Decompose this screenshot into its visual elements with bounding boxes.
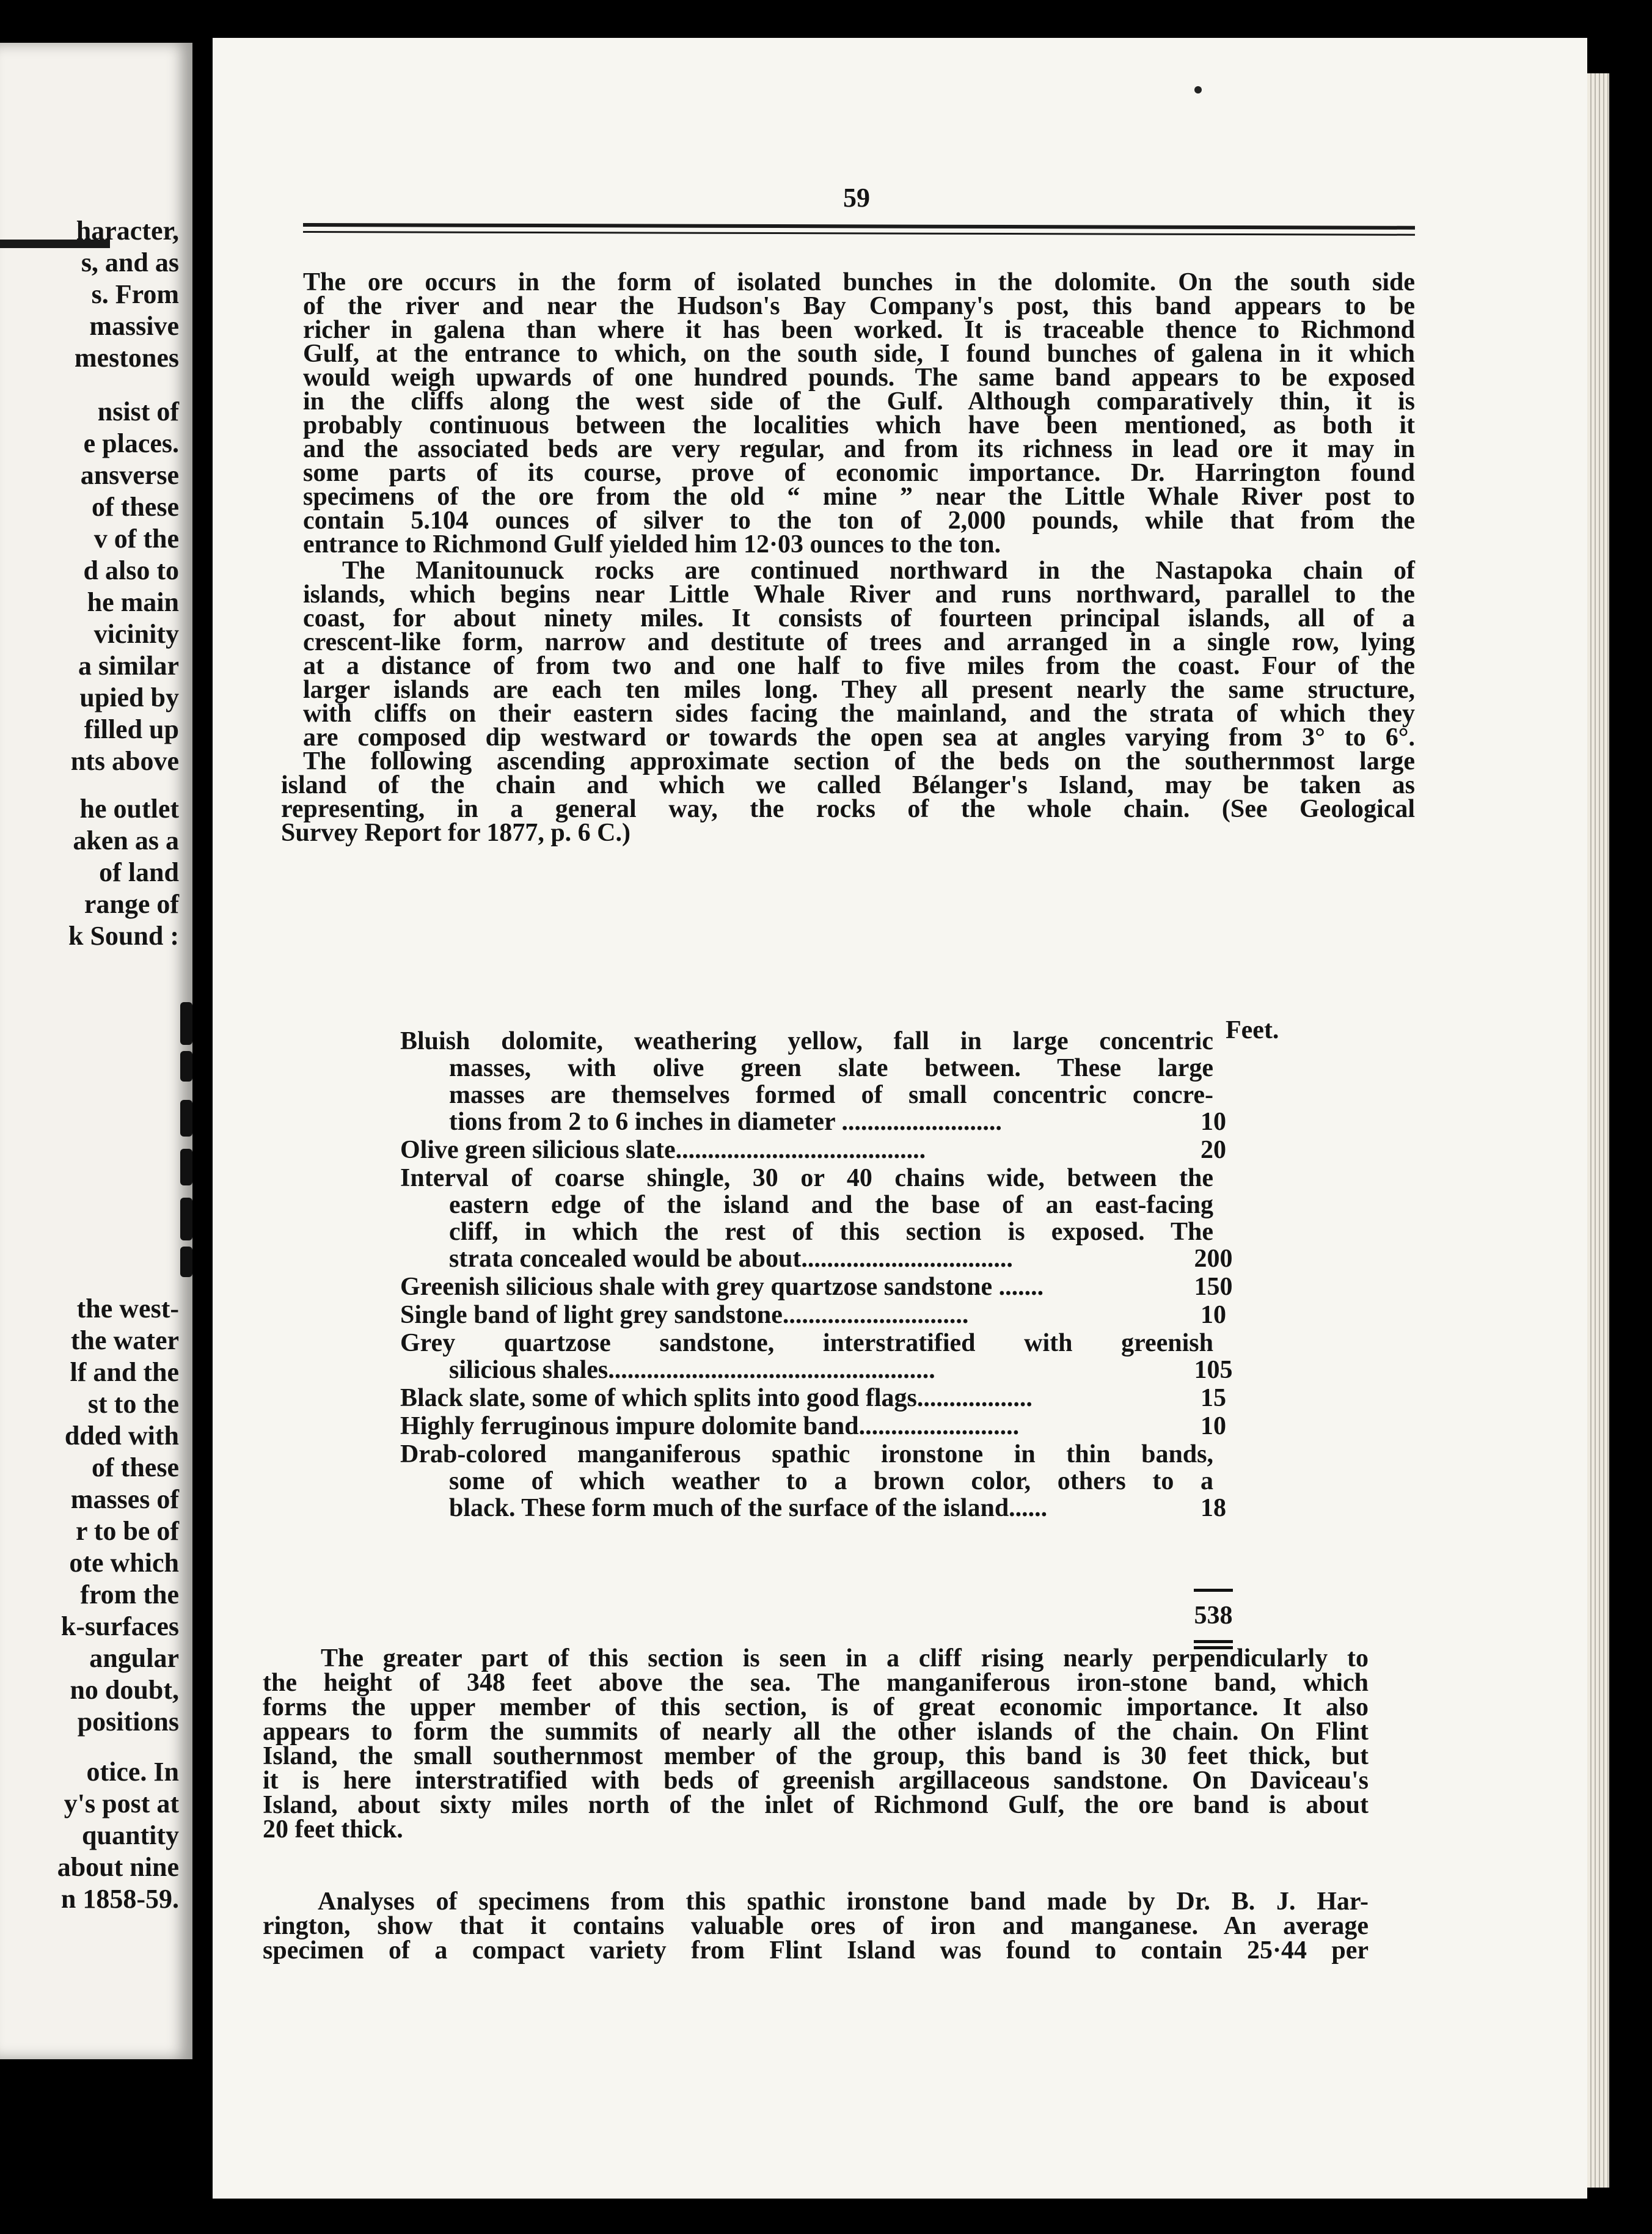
p3-line: The greater part of this section is seen in a cliff rising nearly perpendicularly to [321, 1644, 1369, 1672]
p2-line: The Manitounuck rocks are continued northward in the Nastapoka chain of [342, 557, 1415, 585]
page-number: 59 [843, 183, 870, 213]
left-page-line: about nine [57, 1852, 179, 1882]
section-row-feet: 10 [1201, 1412, 1226, 1440]
left-page-line: v of the [93, 524, 179, 554]
left-page-line: quantity [82, 1820, 179, 1850]
left-page-line: massive [89, 311, 179, 341]
p1-line: specimens of the ore from the old “ mine ” near the Little Whale River post to [303, 483, 1415, 511]
p1-line: The ore occurs in the form of isolated bunches in the dolomite. On the south side [303, 268, 1415, 296]
left-page-line: nsist of [97, 397, 179, 427]
left-page-line: of land [99, 857, 179, 887]
left-page-line: ote which [69, 1548, 179, 1578]
p3-line: appears to form the summits of nearly all the other islands of the chain. On Flint [263, 1718, 1369, 1746]
p1-line: and the associated beds are very regular, and from its richness in lead ore it may in [303, 435, 1415, 463]
section-row-text: eastern edge of the island and the base of an east-facing [449, 1191, 1213, 1219]
left-page-line: a similar [78, 651, 179, 681]
p2-line: Survey Report for 1877, p. 6 C.) [281, 819, 631, 847]
p2-line: at a distance of from two and one half to five miles from the coast. Four of the [303, 652, 1415, 680]
section-row-text: masses, with olive green slate between. These large [449, 1054, 1213, 1082]
section-row-text: silicious shales................................................... [449, 1356, 935, 1384]
left-page-line: mestones [74, 343, 179, 373]
p4-line: Analyses of specimens from this spathic ironstone band made by Dr. B. J. Har- [318, 1888, 1369, 1916]
section-row-feet: 200 [1194, 1245, 1233, 1273]
p3-line: it is here interstratified with beds of greenish argillaceous sandstone. On Daviceau's [263, 1767, 1369, 1795]
p2-line: crescent-like form, narrow and destitute of trees and arranged in a single row, lying [303, 628, 1415, 656]
left-page-line: otice. In [86, 1757, 179, 1787]
left-page-line: r to be of [75, 1516, 179, 1546]
p2-line: with cliffs on their eastern sides facing the mainland, and the strata of which they [303, 700, 1415, 728]
section-row-text: Highly ferruginous impure dolomite band......................... [400, 1412, 1020, 1440]
section-row-feet: 105 [1194, 1356, 1233, 1384]
p3-line: 20 feet thick. [263, 1815, 403, 1844]
p3-line: forms the upper member of this section, is of great economic importance. It also [263, 1693, 1369, 1721]
left-page-line: k-surfaces [60, 1611, 179, 1641]
left-page-line: st to the [87, 1389, 179, 1419]
ink-speck [1194, 86, 1202, 93]
p1-line: in the cliffs along the west side of the Gulf. Although comparatively thin, it is [303, 387, 1415, 416]
left-page-line: masses of [70, 1484, 179, 1514]
left-page-mark [180, 1149, 192, 1185]
section-row-text: strata concealed would be about................................. [449, 1245, 1013, 1273]
left-page-line: he outlet [79, 794, 179, 824]
p1-line: entrance to Richmond Gulf yielded him 12·03 ounces to the ton. [303, 530, 1001, 558]
section-row-feet: 15 [1201, 1384, 1226, 1412]
page-edge-stack [1587, 73, 1609, 2188]
section-row-text: Olive green silicious slate....................................... [400, 1136, 926, 1164]
p1-line: would weigh upwards of one hundred pounds. The same band appears to be exposed [303, 364, 1415, 392]
p1-line: some parts of its course, prove of economic importance. Dr. Harrington found [303, 459, 1415, 487]
left-page-line: range of [84, 889, 179, 919]
feet-column-header: Feet. [1226, 1016, 1279, 1044]
left-page-fragment [0, 43, 192, 2059]
left-page-line: dded with [64, 1421, 179, 1451]
p2-line: islands, which begins near Little Whale River and runs northward, parallel to the [303, 580, 1415, 609]
left-page-line: from the [80, 1580, 179, 1610]
left-page-line: n 1858-59. [60, 1884, 179, 1914]
left-page-line: s, and as [81, 247, 179, 277]
left-page-line: ansverse [80, 460, 179, 490]
left-page-line: haracter, [76, 216, 179, 246]
p4-line: specimen of a compact variety from Flint Island was found to contain 25·44 per [263, 1936, 1369, 1965]
section-row-text: Bluish dolomite, weathering yellow, fall in large concentric [400, 1027, 1213, 1055]
left-page-line: no doubt, [70, 1675, 179, 1705]
section-total: 538 [1194, 1602, 1233, 1630]
section-row-text: Black slate, some of which splits into good flags.................. [400, 1384, 1032, 1412]
left-page-line: of these [92, 492, 179, 522]
p4-line: rington, show that it contains valuable ores of iron and manganese. An average [263, 1912, 1369, 1940]
section-row-text: Interval of coarse shingle, 30 or 40 chains wide, between the [400, 1164, 1213, 1192]
p1-line: contain 5.104 ounces of silver to the ton of 2,000 pounds, while that from the [303, 507, 1415, 535]
left-page-line: aken as a [73, 826, 179, 855]
left-page-line: the water [70, 1325, 179, 1355]
left-page-line: e places. [83, 428, 179, 458]
p2-line: representing, in a general way, the rocks of the whole chain. (See Geological [281, 795, 1415, 823]
left-page-line: d also to [83, 555, 179, 585]
left-page-line: s. From [91, 279, 179, 309]
p3-line: Island, the small southernmost member of the group, this band is 30 feet thick, but [263, 1742, 1369, 1770]
left-page-line: k Sound : [68, 921, 179, 951]
left-page-line: positions [77, 1707, 179, 1737]
left-page-mark [180, 1198, 192, 1240]
p3-line: Island, about sixty miles north of the inlet of Richmond Gulf, the ore band is about [263, 1791, 1369, 1819]
section-row-feet: 20 [1201, 1136, 1226, 1164]
section-row-text: tions from 2 to 6 inches in diameter ......................... [449, 1108, 1002, 1136]
p1-line: of the river and near the Hudson's Bay Company's post, this band appears to be [303, 292, 1415, 320]
p3-line: the height of 348 feet above the sea. The manganiferous iron-stone band, which [263, 1669, 1369, 1697]
section-row-text: Grey quartzose sandstone, interstratified with greenish [400, 1329, 1213, 1357]
total-rule-bottom [1194, 1640, 1233, 1643]
left-page-line: lf and the [70, 1357, 179, 1387]
left-page-line: angular [89, 1643, 179, 1673]
section-row-text: black. These form much of the surface of the island...... [449, 1494, 1048, 1522]
section-row-text: Greenish silicious shale with grey quartzose sandstone ....... [400, 1273, 1044, 1301]
section-row-feet: 18 [1201, 1494, 1226, 1522]
p2-line: island of the chain and which we called Bélanger's Island, may be taken as [281, 771, 1415, 799]
section-row-text: Single band of light grey sandstone............................. [400, 1301, 969, 1329]
p1-line: richer in galena than where it has been worked. It is traceable thence to Richmond [303, 316, 1415, 344]
total-rule-top [1194, 1589, 1233, 1592]
p1-line: Gulf, at the entrance to which, on the south side, I found bunches of galena in it which [303, 340, 1415, 368]
section-row-feet: 150 [1194, 1273, 1233, 1301]
left-page-mark [180, 1247, 192, 1277]
left-page-line: he main [87, 587, 179, 617]
section-row-text: some of which weather to a brown color, others to a [449, 1467, 1213, 1495]
section-row-text: masses are themselves formed of small concentric concre- [449, 1081, 1213, 1109]
left-page-line: of these [92, 1452, 179, 1482]
p2-line: are composed dip westward or towards the open sea at angles varying from 3° to 6°. [303, 723, 1415, 752]
p2-line: larger islands are each ten miles long. They all present nearly the same structure, [303, 676, 1415, 704]
p2-line: The following ascending approximate section of the beds on the southernmost large [303, 747, 1415, 775]
section-row-text: cliff, in which the rest of this section is exposed. The [449, 1218, 1213, 1246]
p2-line: coast, for about ninety miles. It consists of fourteen principal islands, all of a [303, 604, 1415, 632]
left-page-line: the west- [76, 1294, 179, 1324]
section-row-text: Drab-colored manganiferous spathic ironstone in thin bands, [400, 1440, 1213, 1468]
section-row-feet: 10 [1201, 1108, 1226, 1136]
section-row-feet: 10 [1201, 1301, 1226, 1329]
left-page-line: nts above [70, 746, 179, 776]
left-page-line: filled up [84, 714, 179, 744]
left-page-line: vicinity [93, 619, 179, 649]
left-page-line: upied by [79, 683, 179, 712]
left-page-mark [180, 1002, 192, 1045]
left-page-mark [180, 1100, 192, 1137]
p1-line: probably continuous between the localities which have been mentioned, as both it [303, 411, 1415, 439]
left-page-line: y's post at [64, 1789, 179, 1818]
left-page-mark [180, 1051, 192, 1082]
